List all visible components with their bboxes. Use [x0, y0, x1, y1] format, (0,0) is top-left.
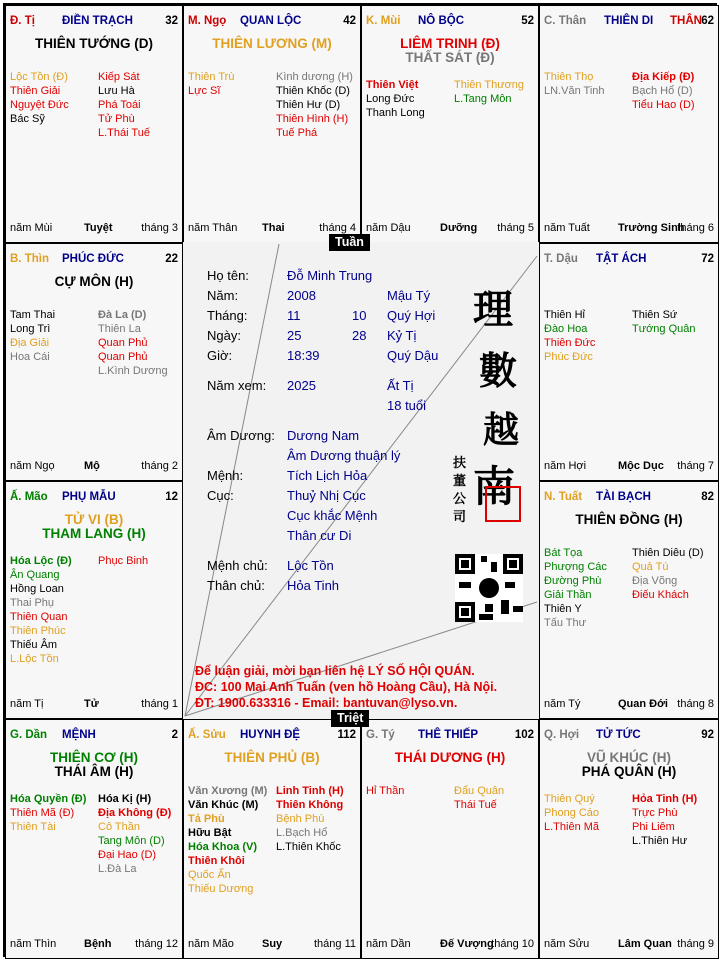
- palace-month: tháng 1: [141, 698, 178, 710]
- minor-star: Quốc Ấn: [188, 869, 231, 881]
- small-char-4: 司: [453, 510, 467, 525]
- left-star-column: [10, 308, 55, 364]
- minor-star: Hóa Kị (H): [98, 793, 152, 805]
- minor-star: Quan Phủ: [98, 337, 148, 349]
- minor-star: Tấu Thư: [544, 617, 587, 629]
- minor-star: Phong Cáo: [544, 807, 600, 819]
- right-star-column: [632, 308, 696, 336]
- minor-star: L.Đà La: [98, 863, 137, 875]
- minor-star: Hóa Khoa (V): [188, 841, 258, 853]
- minor-star: Điếu Khách: [632, 589, 689, 601]
- palace-number: 52: [521, 15, 534, 27]
- palace-stage: Suy: [262, 938, 283, 950]
- minor-star: Lộc Tồn (Đ): [10, 71, 68, 83]
- minor-star: Giải Thần: [544, 589, 592, 601]
- palace-thin: [5, 243, 183, 481]
- left-star-column: [544, 308, 595, 364]
- minor-star: Thai Phụ: [10, 597, 55, 609]
- palace-footer: [10, 222, 178, 236]
- palace-header: [188, 729, 356, 743]
- palace-number: 62: [701, 15, 714, 27]
- minor-star: Thái Tuế: [454, 799, 497, 811]
- palace-name: ĐIỀN TRẠCH: [62, 15, 133, 27]
- palace-footer: [366, 222, 534, 236]
- palace-position: T. Dậu: [544, 253, 578, 265]
- palace-year: năm Hợi: [544, 460, 587, 472]
- palace-than: [539, 5, 719, 243]
- palace-number: 112: [337, 729, 356, 741]
- palace-header: [188, 15, 356, 29]
- palace-year: năm Ngọ: [10, 460, 55, 472]
- palace-name: TỬ TỨC: [596, 729, 641, 741]
- minor-star: L.Thiên Mã: [544, 821, 600, 833]
- minor-star: Lưu Hà: [98, 85, 135, 97]
- palace-year: năm Dần: [366, 938, 411, 950]
- than-chu-label: Thân chủ:: [207, 578, 265, 593]
- main-star: TỬ VI (B): [64, 512, 124, 527]
- hour-can-chi: Quý Dậu: [387, 348, 439, 363]
- main-star: THIÊN TƯỚNG (D): [35, 36, 153, 51]
- year-can-chi: Mậu Tý: [387, 288, 431, 303]
- chart-center-panel: [183, 242, 539, 718]
- palace-header: [544, 253, 714, 267]
- palace-year: năm Tý: [544, 698, 581, 710]
- right-star-column: [276, 784, 344, 854]
- minor-star: Hoa Cái: [10, 351, 50, 363]
- minor-star: Nguyệt Đức: [10, 99, 69, 111]
- minor-star: Thiên Trù: [188, 71, 235, 83]
- minor-star: Long Đức: [366, 93, 415, 105]
- minor-star: Đường Phù: [544, 575, 602, 587]
- left-star-column: [366, 78, 425, 120]
- palace-stage: Tử: [84, 698, 99, 710]
- day-label: Ngày:: [207, 328, 241, 343]
- palace-footer: [544, 938, 714, 952]
- small-char-2: 董: [453, 474, 467, 489]
- minor-star: Phúc Đức: [544, 351, 593, 363]
- minor-star: Thiên Khôi: [188, 855, 245, 867]
- left-star-column: [544, 70, 605, 98]
- minor-star: Thiên Khốc (D): [276, 85, 350, 97]
- view-year-can-chi: Ất Tị: [387, 378, 414, 393]
- palace-header: [544, 491, 714, 505]
- palace-header: [10, 253, 178, 267]
- minor-star: Địa Võng: [632, 575, 678, 587]
- menh-label: Mệnh:: [207, 468, 244, 483]
- palace-month: tháng 5: [497, 222, 534, 234]
- minor-star: LN.Văn Tinh: [544, 85, 605, 97]
- palace-number: 2: [171, 729, 178, 741]
- minor-star: Hóa Quyền (Đ): [10, 793, 87, 805]
- right-star-column: [276, 70, 353, 140]
- palace-name: QUAN LỘC: [240, 15, 302, 27]
- menh-chu-label: Mệnh chủ:: [207, 558, 268, 573]
- minor-star: L.Kình Dương: [98, 365, 168, 377]
- minor-star: Thiên Sứ: [632, 309, 678, 321]
- tu-vi-chart: [3, 3, 717, 957]
- menh-chu-row: [207, 558, 334, 573]
- palace-stage: Mộc Dục: [618, 460, 664, 472]
- right-star-column: [98, 792, 171, 876]
- palace-footer: [10, 938, 178, 952]
- palace-month: tháng 4: [319, 222, 356, 234]
- palace-number: 102: [514, 729, 534, 741]
- contact-notice-1: Để luận giải, mời bạn liên hệ LÝ SỐ HỘI QUÁN.: [195, 664, 475, 678]
- palace-header: [544, 15, 714, 29]
- minor-star: Kiếp Sát: [98, 71, 140, 83]
- minor-star: Thiên Hình (H): [276, 113, 349, 125]
- palace-footer: [366, 938, 534, 952]
- am-duong-value: Dương Nam: [287, 428, 360, 443]
- minor-star: Đẩu Quân: [454, 785, 505, 797]
- main-star: LIÊM TRINH (Đ): [400, 36, 500, 51]
- right-star-column: [98, 70, 150, 140]
- palace-name: THIÊN DI: [604, 15, 654, 27]
- minor-star: Thiên Mã (Đ): [10, 807, 75, 819]
- cuc-value: Thuỷ Nhị Cục: [287, 488, 366, 503]
- minor-star: Địa Kiếp (Đ): [632, 71, 695, 83]
- main-star: THIÊN ĐỒNG (H): [575, 512, 683, 527]
- minor-star: Địa Không (Đ): [98, 807, 172, 819]
- palace-month: tháng 7: [677, 460, 714, 472]
- palace-stage: Trường Sinh: [618, 222, 685, 234]
- palace-month: tháng 12: [135, 938, 178, 950]
- palace-name: NÔ BỘC: [418, 15, 464, 27]
- palace-stage: Dưỡng: [440, 222, 478, 234]
- minor-star: L.Lộc Tồn: [10, 653, 59, 665]
- minor-star: Đà La (D): [98, 309, 147, 321]
- palace-month: tháng 2: [141, 460, 178, 472]
- tuan-marker: Tuần: [329, 234, 370, 251]
- minor-star: Phượng Các: [544, 561, 607, 573]
- palace-month: tháng 9: [677, 938, 714, 950]
- minor-star: Thiên Diêu (D): [632, 547, 704, 559]
- month-label: Tháng:: [207, 308, 248, 323]
- cuc-note-1: [287, 508, 377, 523]
- palace-header: [10, 729, 178, 743]
- calligraphy-char-2: 數: [479, 348, 518, 393]
- year-value: 2008: [287, 288, 316, 303]
- small-char-3: 公: [453, 492, 467, 507]
- palace-footer: [188, 938, 356, 952]
- cuc-row: [207, 488, 366, 503]
- palace-header: [366, 729, 534, 743]
- minor-star: Thiên Quan: [10, 611, 68, 623]
- palace-name: HUYNH ĐỆ: [240, 729, 301, 741]
- minor-star: Linh Tinh (H): [276, 785, 344, 797]
- am-duong-row: [207, 428, 360, 443]
- menh-value: Tích Lịch Hỏa: [287, 468, 368, 483]
- palace-header: [544, 729, 714, 743]
- main-star: VŨ KHÚC (H): [587, 750, 671, 765]
- minor-star: Phi Liêm: [632, 821, 675, 833]
- minor-star: Thiên Y: [544, 603, 582, 615]
- view-year-label: Năm xem:: [207, 378, 267, 393]
- palace-month: tháng 10: [491, 938, 534, 950]
- menh-row: [207, 468, 368, 483]
- year-label: Năm:: [207, 288, 239, 303]
- minor-star: L.Tang Môn: [454, 93, 512, 105]
- right-star-column: [632, 792, 697, 848]
- right-star-column: [632, 70, 695, 112]
- cuc-note-1-text: Cục khắc Mệnh: [287, 508, 378, 523]
- minor-star: Tử Phù: [98, 113, 135, 125]
- main-star: THIÊN LƯƠNG (M): [212, 36, 332, 51]
- minor-star: Thiên Quý: [544, 793, 595, 805]
- minor-star: Hỉ Thần: [366, 785, 405, 797]
- left-star-column: [366, 784, 404, 798]
- minor-star: Hóa Lộc (Đ): [10, 555, 72, 567]
- left-star-column: [10, 792, 86, 834]
- palace-year: năm Sửu: [544, 938, 590, 950]
- am-duong-label: Âm Dương:: [207, 428, 275, 443]
- palace-hoi: [539, 719, 719, 959]
- minor-star: Địa Giải: [10, 337, 50, 349]
- palace-year: năm Thìn: [10, 938, 57, 950]
- left-star-column: [188, 70, 234, 98]
- view-year-value: 2025: [287, 378, 316, 393]
- palace-position: M. Ngọ: [188, 15, 227, 27]
- contact-notice-2: ĐC: 100 Mai Anh Tuấn (ven hồ Hoàng Cầu), Hà Nội.: [195, 680, 498, 694]
- palace-position: G. Dần: [10, 729, 48, 741]
- minor-star: Bệnh Phù: [276, 813, 325, 825]
- minor-star: Thiên Việt: [366, 79, 419, 91]
- cuc-note-2: [287, 528, 351, 543]
- minor-star: Thiên Không: [276, 799, 344, 811]
- day-value: 25: [287, 328, 302, 343]
- main-star: THAM LANG (H): [42, 526, 146, 541]
- age-value: [387, 398, 426, 413]
- minor-star: Hữu Bật: [188, 827, 232, 839]
- minor-star: Tam Thai: [10, 309, 56, 321]
- minor-star: Ân Quang: [10, 569, 60, 581]
- palace-position: N. Tuất: [544, 491, 583, 503]
- palace-position: Ấ. Sửu: [188, 729, 226, 741]
- minor-star: Thiên Phúc: [10, 625, 66, 637]
- palace-dan: [5, 719, 183, 959]
- palace-position: Đ. Tị: [10, 15, 35, 27]
- day-lunar: 28: [352, 328, 367, 343]
- main-star: CỰ MÔN (H): [54, 274, 134, 289]
- palace-header: [10, 491, 178, 505]
- palace-number: 22: [165, 253, 178, 265]
- minor-star: Phục Binh: [98, 555, 149, 567]
- palace-stage: Bệnh: [84, 938, 112, 950]
- palace-year: năm Dậu: [366, 222, 411, 234]
- minor-star: Hồng Loan: [10, 583, 64, 595]
- palace-stage: Thai: [262, 222, 285, 234]
- age-text: 18 tuổi: [387, 398, 427, 413]
- palace-stage: Quan Đới: [618, 698, 668, 710]
- palace-position: B. Thìn: [10, 253, 49, 265]
- minor-star: Thiên La: [98, 323, 141, 335]
- right-star-column: [98, 308, 168, 378]
- minor-star: L.Thái Tuế: [98, 127, 150, 139]
- cuc-note-2-text: Thân cư Di: [287, 528, 352, 543]
- minor-star: Văn Xương (M): [188, 785, 268, 797]
- minor-star: Thiên Tài: [10, 821, 56, 833]
- small-char-1: 扶: [453, 456, 467, 471]
- palace-number: 82: [701, 491, 714, 503]
- name-label: Họ tên:: [207, 268, 249, 283]
- minor-star: Phá Toái: [98, 99, 141, 111]
- month-lunar: 10: [352, 308, 367, 323]
- contact-notice-3: ĐT: 1900.633316 - Email: bantuvan@lyso.vn.: [195, 696, 458, 710]
- palace-number: 92: [701, 729, 714, 741]
- palace-header: [10, 15, 178, 29]
- day-can-chi: Kỷ Tị: [387, 328, 417, 343]
- hour-value: 18:39: [287, 348, 320, 363]
- palace-year: năm Thân: [188, 222, 238, 234]
- calligraphy-char-1: 理: [473, 286, 513, 333]
- minor-star: Kình dương (H): [276, 71, 353, 83]
- minor-star: Bạch Hổ (D): [632, 85, 693, 97]
- than-chu-value: Hỏa Tinh: [287, 578, 340, 593]
- palace-month: tháng 3: [141, 222, 178, 234]
- palace-stage: Tuyệt: [84, 222, 113, 234]
- hour-label: Giờ:: [207, 348, 233, 363]
- minor-star: Văn Khúc (M): [188, 799, 259, 811]
- palace-tuat: [539, 481, 719, 719]
- minor-star: Tiểu Hao (D): [632, 99, 695, 111]
- palace-mui: [361, 5, 539, 243]
- palace-stage: Mộ: [84, 460, 100, 472]
- minor-star: Quả Tú: [632, 561, 669, 573]
- palace-footer: [544, 460, 714, 474]
- palace-position: G. Tý: [366, 729, 395, 741]
- palace-mao: [5, 481, 183, 719]
- minor-star: Thiên Giải: [10, 85, 61, 97]
- right-star-column: [98, 554, 148, 568]
- minor-star: Quan Phủ: [98, 351, 148, 363]
- palace-footer: [544, 698, 714, 712]
- palace-year: năm Tị: [10, 698, 44, 710]
- minor-star: Thiếu Dương: [188, 883, 254, 895]
- cuc-label: Cục:: [207, 488, 234, 503]
- red-seal-stamp: [485, 486, 521, 522]
- palace-month: tháng 6: [677, 222, 714, 234]
- palace-year: năm Mùi: [10, 222, 53, 234]
- palace-year: năm Mão: [188, 938, 234, 950]
- main-star: THÁI ÂM (H): [54, 764, 134, 779]
- minor-star: Đào Hoa: [544, 323, 588, 335]
- minor-star: L.Thiên Hư: [632, 835, 688, 847]
- palace-name: TẬT ÁCH: [596, 253, 647, 265]
- palace-name: PHỤ MẪU: [62, 491, 116, 503]
- palace-position: C. Thân: [544, 15, 587, 27]
- minor-star: Bát Tọa: [544, 547, 583, 559]
- palace-stage: Lâm Quan: [618, 938, 672, 950]
- palace-header: [366, 15, 534, 29]
- palace-name: THÊ THIẾP: [418, 729, 479, 741]
- minor-star: Cô Thần: [98, 821, 140, 833]
- palace-suu: [183, 719, 361, 959]
- than-chu-row: [207, 578, 340, 593]
- main-star: PHÁ QUÂN (H): [581, 764, 677, 779]
- minor-star: Thiên Đức: [544, 337, 596, 349]
- left-star-column: [188, 784, 267, 896]
- minor-star: Trực Phù: [632, 807, 678, 819]
- palace-footer: [10, 460, 178, 474]
- palace-name: TÀI BẠCH: [596, 491, 651, 503]
- month-value: 11: [287, 308, 301, 323]
- palace-dau: [539, 243, 719, 481]
- qr-code: [455, 554, 523, 622]
- palace-number: 32: [165, 15, 178, 27]
- palace-position: K. Mùi: [366, 15, 401, 27]
- palace-ngo: [183, 5, 361, 243]
- main-star: THÁI DƯƠNG (H): [394, 750, 506, 765]
- name-row: [207, 268, 373, 283]
- right-star-column: [454, 78, 524, 106]
- palace-number: 12: [165, 491, 178, 503]
- palace-number: 72: [701, 253, 714, 265]
- palace-ty: [5, 5, 183, 243]
- minor-star: Hỏa Tinh (H): [632, 793, 698, 805]
- main-star: THIÊN PHỦ (B): [224, 750, 320, 765]
- main-star: THIÊN CƠ (H): [49, 750, 138, 765]
- am-duong-note-text: Âm Dương thuận lý: [287, 448, 401, 463]
- minor-star: Thiên Thọ: [544, 71, 594, 83]
- minor-star: L.Bạch Hổ: [276, 827, 328, 839]
- left-star-column: [10, 554, 72, 666]
- minor-star: Thiếu Âm: [10, 639, 58, 651]
- minor-star: Long Trì: [10, 323, 51, 335]
- palace-ti: [361, 719, 539, 959]
- menh-chu-value: Lộc Tồn: [287, 558, 334, 573]
- minor-star: Tuế Phá: [276, 127, 318, 139]
- minor-star: Bác Sỹ: [10, 113, 45, 125]
- month-can-chi: Quý Hợi: [387, 308, 436, 323]
- minor-star: L.Thiên Khốc: [276, 841, 341, 853]
- palace-stage: Đế Vượng: [440, 938, 494, 950]
- minor-star: Đại Hao (D): [98, 849, 157, 861]
- minor-star: Thiên Hỉ: [544, 309, 585, 321]
- palace-position: Q. Hợi: [544, 729, 580, 741]
- minor-star: Thanh Long: [366, 107, 425, 119]
- minor-star: Thiên Hư (D): [276, 99, 341, 111]
- main-star: THẤT SÁT (Đ): [405, 50, 495, 65]
- minor-star: Lực Sĩ: [188, 85, 221, 97]
- calligraphy-char-3: 越: [483, 409, 520, 451]
- palace-footer: [544, 222, 714, 236]
- palace-name: MỆNH: [62, 729, 96, 741]
- left-star-column: [544, 792, 599, 834]
- palace-position: Ấ. Mão: [10, 491, 48, 503]
- palace-footer: [10, 698, 178, 712]
- right-star-column: [632, 546, 704, 602]
- name-value: Đỗ Minh Trung: [287, 268, 373, 283]
- triet-marker: Triệt: [331, 710, 369, 727]
- palace-name: PHÚC ĐỨC: [62, 253, 124, 265]
- minor-star: Tang Môn (D): [98, 835, 165, 847]
- palace-year: năm Tuất: [544, 222, 590, 234]
- minor-star: Tướng Quân: [632, 323, 696, 335]
- palace-number: 42: [343, 15, 356, 27]
- than-marker: THÂN: [670, 15, 702, 27]
- left-star-column: [10, 70, 69, 126]
- right-star-column: [454, 784, 504, 812]
- minor-star: Thiên Thương: [454, 79, 525, 91]
- minor-star: Tả Phù: [188, 813, 225, 825]
- left-star-column: [544, 546, 607, 630]
- palace-month: tháng 11: [313, 938, 356, 950]
- am-duong-note: [287, 448, 400, 463]
- palace-month: tháng 8: [677, 698, 714, 710]
- calligraphy-char-4: 南: [473, 462, 516, 511]
